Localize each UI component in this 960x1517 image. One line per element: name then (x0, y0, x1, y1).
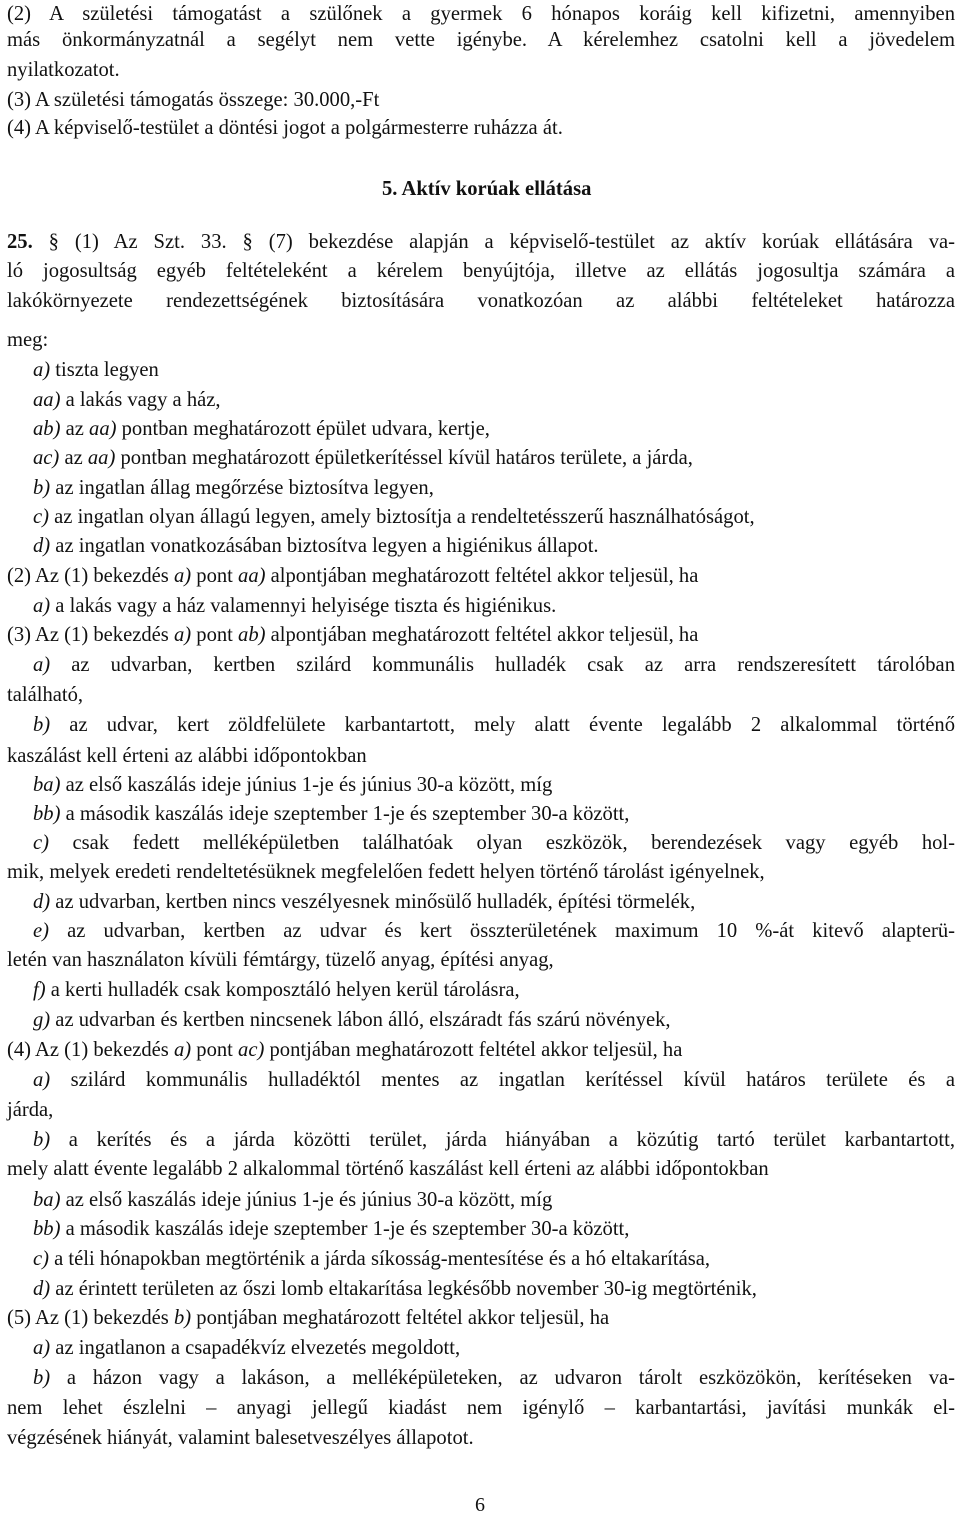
text-run: alpontjában meghatározott feltétel akkor teljesül, ha (265, 565, 699, 587)
text-line (33, 1275, 757, 1304)
text-line (33, 356, 159, 385)
point-label: b) (33, 1367, 51, 1389)
text-run: a második kaszálás ideje szeptember 1-je és szeptember 30-a között, (60, 803, 630, 825)
text-line (33, 1186, 552, 1215)
section-heading (382, 175, 591, 204)
text-run: (4) A képviselő-testület a döntési jogot a polgármesterre ruházza át. (7, 117, 563, 139)
point-label: a) (33, 1069, 51, 1091)
point-label: a) (173, 565, 192, 587)
point-label: bb) (33, 803, 61, 825)
text-run: alpontjában meghatározott feltétel akkor teljesül, ha (265, 624, 699, 646)
text-run: pontban meghatározott épület udvara, kertje, (116, 418, 490, 440)
text-run: található, (7, 684, 84, 706)
text-run: járda, (7, 1099, 54, 1121)
text-run: a kerítés és a járda közötti terület, járda hiányában a közútig tartó terület karbantartott, (50, 1129, 955, 1151)
text-run: pont (191, 624, 239, 646)
point-label: e) (33, 920, 49, 942)
text-run: nem lehet észlelni – anyagi jellegű kiadást nem igénylő – karbantartási, javítási munkák el- (7, 1397, 955, 1419)
text-run: tiszta legyen (50, 359, 159, 381)
text-line (33, 386, 221, 415)
text-run: az udvarban, kertben nincs veszélyesnek minősülő hulladék, építési törmelék, (50, 891, 696, 913)
text-line (7, 946, 554, 975)
page-number: 6 (475, 1494, 485, 1516)
text-run: 5. Aktív korúak ellátása (382, 178, 592, 200)
text-run: a lakás vagy a ház valamennyi helyisége tiszta és higiénikus. (50, 595, 557, 617)
text-run: ló jogosultság egyéb feltételeként a kérelem benyújtója, illetve az ellátás jogosultja számára a (7, 260, 955, 282)
text-line (7, 621, 698, 650)
point-label: ba) (33, 774, 61, 796)
text-line (33, 1334, 460, 1363)
text-line (33, 1245, 710, 1274)
text-line (7, 1304, 609, 1333)
point-label: ac) (238, 1039, 265, 1061)
text-run: az ingatlan olyan állagú legyen, amely biztosítja a rendeltetésszerű használhatóságot, (49, 506, 755, 528)
text-run: más önkormányzatnál a segélyt nem vette igénybe. A kérelemhez csatolni kell a jövedelem (7, 29, 955, 51)
text-line (7, 1424, 474, 1453)
point-label: bb) (33, 1218, 61, 1240)
text-line (33, 1006, 671, 1035)
text-line (7, 562, 698, 591)
point-label: aa) (238, 565, 266, 587)
point-label: ab) (33, 418, 61, 440)
text-line (33, 711, 955, 740)
point-label: c) (33, 1248, 49, 1270)
point-label: a) (173, 624, 192, 646)
text-line (7, 114, 563, 143)
point-label: a) (33, 1337, 51, 1359)
text-line (33, 532, 599, 561)
text-run: az (59, 447, 88, 469)
point-label: a) (173, 1039, 192, 1061)
text-run: pontjában meghatározott feltétel akkor teljesül, ha (264, 1039, 683, 1061)
point-label: f) (33, 979, 46, 1001)
text-run: az érintett területen az őszi lomb eltakarítása legkésőbb november 30-ig megtörténik, (50, 1278, 757, 1300)
text-run: az első kaszálás ideje június 1-je és június 30-a között, míg (60, 774, 553, 796)
text-line (33, 1126, 955, 1155)
text-line (33, 888, 695, 917)
text-run: § (1) Az Szt. 33. § (7) bekezdése alapján a képviselő-testület az aktív korúak ellátására va- (32, 231, 955, 253)
text-run: az ingatlan vonatkozásában biztosítva legyen a higiénikus állapot. (50, 535, 599, 557)
point-label: c) (33, 506, 49, 528)
point-label: aa) (89, 418, 117, 440)
text-run: letén van használaton kívüli fémtárgy, tüzelő anyag, építési anyag, (7, 949, 554, 971)
text-run: pont (191, 1039, 239, 1061)
text-line (33, 651, 955, 680)
text-run: pontban meghatározott épületkerítéssel kívül határos területe, a járda, (115, 447, 693, 469)
point-label: a) (33, 654, 51, 676)
text-run: a téli hónapokban megtörténik a járda síkosság-mentesítése és a hó eltakarítása, (49, 1248, 711, 1270)
text-run: az (60, 418, 90, 440)
text-run: meg: (7, 329, 49, 351)
text-run: kaszálást kell érteni az alábbi időpontokban (7, 745, 367, 767)
text-run: a házon vagy a lakáson, a melléképületeken, az udvaron tárolt eszközökön, kerítéseken va- (50, 1367, 955, 1389)
section-number: 25. (7, 231, 33, 253)
text-run: az első kaszálás ideje június 1-je és június 30-a között, míg (60, 1189, 553, 1211)
text-line (7, 26, 955, 55)
point-label: a) (33, 359, 51, 381)
text-line (33, 444, 693, 473)
text-line (33, 592, 556, 621)
text-run: az ingatlan állag megőrzése biztosítva legyen, (50, 477, 434, 499)
text-run: az udvarban, kertben szilárd kommunális hulladék csak az arra rendszeresített tárolóban (50, 654, 955, 676)
text-line (7, 86, 379, 115)
text-run: (3) Az (1) bekezdés (7, 624, 174, 646)
text-run: (2) Az (1) bekezdés (7, 565, 174, 587)
text-line (7, 1036, 682, 1065)
text-line (7, 681, 83, 710)
text-line (7, 0, 955, 29)
point-label: b) (173, 1307, 192, 1329)
text-run: (5) Az (1) bekezdés (7, 1307, 174, 1329)
text-run: mely alatt évente legalább 2 alkalommal történő kaszálást kell érteni az alábbi időpontokban (7, 1158, 769, 1180)
point-label: ab) (238, 624, 266, 646)
text-line (7, 1155, 769, 1184)
text-line (33, 1066, 955, 1095)
point-label: c) (33, 832, 49, 854)
text-run: pont (191, 565, 239, 587)
text-line (33, 771, 552, 800)
text-line (7, 742, 367, 771)
text-line (7, 257, 955, 286)
point-label: ac) (33, 447, 60, 469)
text-line (33, 1215, 629, 1244)
text-line (33, 800, 629, 829)
text-line (7, 858, 765, 887)
text-run: nyilatkozatot. (7, 59, 120, 81)
point-label: d) (33, 891, 51, 913)
text-line (33, 976, 520, 1005)
text-run: szilárd kommunális hulladéktól mentes az ingatlan kerítéssel kívül határos területe és a (50, 1069, 955, 1091)
text-run: végzésének hiányát, valamint balesetveszélyes állapotot. (7, 1427, 474, 1449)
text-line (7, 228, 955, 257)
text-run: lakókörnyezete rendezettségének biztosítására vonatkozóan az alábbi feltételeket határozza (7, 290, 955, 312)
text-run: az udvarban és kertben nincsenek lábon álló, elszáradt fás szárú növények, (50, 1009, 671, 1031)
point-label: d) (33, 535, 51, 557)
text-line (7, 56, 120, 85)
text-run: pontjában meghatározott feltétel akkor teljesül, ha (191, 1307, 610, 1329)
text-line (33, 474, 434, 503)
text-run: a második kaszálás ideje szeptember 1-je és szeptember 30-a között, (60, 1218, 630, 1240)
point-label: ba) (33, 1189, 61, 1211)
point-label: aa) (33, 389, 61, 411)
point-label: aa) (87, 447, 116, 469)
text-run: az ingatlanon a csapadékvíz elvezetés megoldott, (50, 1337, 461, 1359)
point-label: d) (33, 1278, 51, 1300)
point-label: b) (33, 714, 51, 736)
point-label: b) (33, 1129, 51, 1151)
text-run: a lakás vagy a ház, (60, 389, 221, 411)
text-line (33, 829, 955, 858)
text-run: az udvar, kert zöldfelülete karbantartott, mely alatt évente legalább 2 alkalommal történő (50, 714, 955, 736)
text-run: (4) Az (1) bekezdés (7, 1039, 174, 1061)
text-line (33, 1364, 955, 1393)
text-line (7, 287, 955, 316)
text-line (33, 503, 755, 532)
text-line (7, 1096, 53, 1125)
text-run: mik, melyek eredeti rendeltetésüknek megfelelően fedett helyen történő tárolást igényelnek, (7, 861, 765, 883)
text-line (33, 415, 490, 444)
text-run: (3) A születési támogatás összege: 30.000,-Ft (7, 89, 380, 111)
point-label: g) (33, 1009, 51, 1031)
text-line (33, 917, 955, 946)
text-line (7, 326, 48, 355)
text-run: (2) A születési támogatást a szülőnek a gyermek 6 hónapos koráig kell kifizetni, amennyiben (7, 3, 955, 25)
text-run: az udvarban, kertben az udvar és kert összterületének maximum 10 %-át kitevő alapterü- (49, 920, 955, 942)
text-run: csak fedett melléképületben találhatóak olyan eszközök, berendezések vagy egyéb hol- (49, 832, 955, 854)
point-label: b) (33, 477, 51, 499)
text-run: a kerti hulladék csak komposztáló helyen kerül tárolásra, (45, 979, 520, 1001)
point-label: a) (33, 595, 51, 617)
text-line (7, 1394, 955, 1423)
